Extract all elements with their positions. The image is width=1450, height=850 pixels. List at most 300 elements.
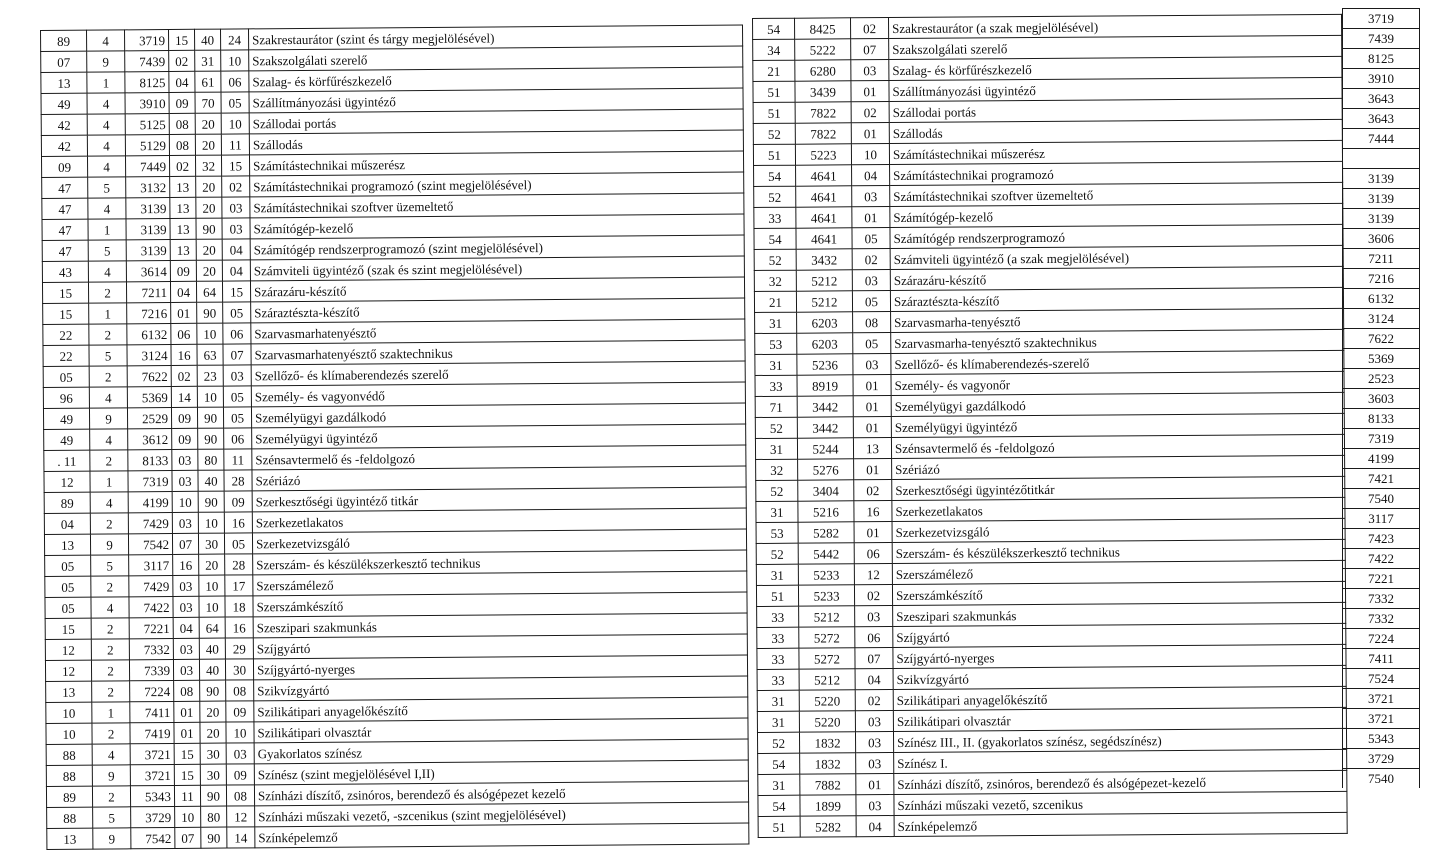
left-group-c-cell: 15 (221, 155, 249, 176)
right-level-cell: 21 (754, 291, 796, 312)
left-occupation-name-cell: Szerszám- és készülékszerkesztő technikus (253, 550, 747, 575)
right-occupation-name-cell: Szíjgyártó (893, 623, 1346, 647)
left-occupation-name-cell: Szénsavtermelő és -feldolgozó (252, 445, 746, 470)
left-group-a-cell: 13 (170, 197, 196, 218)
code-row (1343, 149, 1420, 169)
right-number-cell: 06 (855, 627, 893, 648)
right-occupation-name-cell: Szállodai portás (889, 98, 1342, 122)
left-feor-code-cell: 7542 (131, 827, 175, 848)
left-code-a-cell: 49 (41, 93, 87, 114)
right-feor-code-cell: 5233 (798, 585, 854, 606)
left-feor-code-cell: 3721 (130, 743, 174, 764)
left-feor-code-cell: 7542 (128, 533, 172, 554)
right-feor-code-cell: 8425 (795, 18, 851, 39)
right-number-cell: 02 (851, 18, 889, 39)
left-occupation-name-cell: Száraztészta-készítő (251, 298, 745, 323)
left-group-c-cell: 03 (222, 218, 250, 239)
code-row (1343, 649, 1420, 669)
left-occupation-name-cell: Szikvízgyártó (254, 676, 748, 701)
left-group-b-cell: 63 (197, 344, 223, 365)
left-code-a-cell: 49 (43, 408, 89, 429)
right-number-cell: 13 (853, 438, 891, 459)
left-group-b-cell: 64 (199, 617, 225, 638)
right-feor-code-cell: 5282 (800, 816, 856, 837)
right-feor-code-cell: 5212 (796, 270, 852, 291)
right-level-cell: 31 (755, 312, 797, 333)
left-feor-code-cell: 3124 (127, 344, 171, 365)
right-level-cell: 52 (753, 123, 795, 144)
left-feor-code-cell: 3614 (126, 260, 170, 281)
code-cell: 8125 (1343, 49, 1420, 69)
left-code-b-cell: 2 (88, 282, 126, 303)
right-level-cell: 51 (753, 144, 795, 165)
right-occupation-name-cell: Szíjgyártó-nyerges (893, 644, 1346, 668)
right-level-cell: 52 (755, 417, 797, 438)
code-cell: 7221 (1343, 569, 1420, 589)
left-occupation-name-cell: Számítógép rendszerprogramozó (szint megjelölésével) (250, 235, 744, 260)
right-occupation-name-cell: Számítógép rendszerprogramozó (890, 224, 1343, 248)
code-cell: 7421 (1343, 469, 1420, 489)
left-code-b-cell: 4 (87, 156, 125, 177)
code-row (1343, 709, 1420, 729)
right-feor-code-cell: 3432 (796, 249, 852, 270)
right-feor-code-cell: 4641 (796, 207, 852, 228)
right-number-cell: 05 (852, 291, 890, 312)
left-group-c-cell: 03 (223, 365, 251, 386)
left-code-a-cell: 07 (41, 51, 87, 72)
right-number-cell: 01 (854, 522, 892, 543)
left-group-c-cell: 11 (224, 449, 252, 470)
code-row (1343, 309, 1420, 329)
right-level-cell: 33 (757, 669, 799, 690)
left-code-b-cell: 2 (90, 513, 128, 534)
left-occupation-name-cell: Személyügyi ügyintéző (252, 424, 746, 449)
code-cell: 7216 (1343, 269, 1420, 289)
left-group-b-cell: 80 (201, 806, 227, 827)
left-group-c-cell: 02 (222, 176, 250, 197)
right-occupation-name-cell: Személyügyi gazdálkodó (891, 392, 1344, 416)
code-row (1343, 169, 1420, 189)
left-group-a-cell: 13 (170, 176, 196, 197)
code-row (1343, 589, 1420, 609)
left-group-c-cell: 06 (224, 428, 252, 449)
left-code-b-cell: 2 (92, 786, 130, 807)
right-level-cell: 54 (758, 753, 800, 774)
left-group-a-cell: 03 (172, 470, 198, 491)
code-row (1343, 89, 1420, 109)
left-group-c-cell: 07 (223, 344, 251, 365)
right-level-cell: 51 (756, 585, 798, 606)
left-group-a-cell: 15 (168, 29, 194, 50)
right-number-cell: 03 (855, 711, 893, 732)
right-occupation-name-cell: Szeszipari szakmunkás (893, 602, 1346, 626)
left-group-b-cell: 20 (196, 239, 222, 260)
right-occupation-name-cell: Számítástechnikai szoftver üzemeltető (890, 182, 1343, 206)
right-occupation-name-cell: Számítógép-kezelő (890, 203, 1343, 227)
code-cell: 5343 (1343, 729, 1420, 749)
left-group-a-cell: 02 (169, 50, 195, 71)
code-cell: 3139 (1343, 169, 1420, 189)
right-feor-code-cell: 5236 (797, 354, 853, 375)
left-code-b-cell: 5 (91, 555, 129, 576)
code-cell: 3721 (1343, 709, 1420, 729)
left-code-b-cell: 4 (90, 492, 128, 513)
code-row (1343, 769, 1420, 789)
code-cell: 3139 (1343, 209, 1420, 229)
left-code-b-cell: 4 (87, 30, 125, 51)
left-code-b-cell: 9 (87, 51, 125, 72)
right-number-cell: 03 (856, 753, 894, 774)
code-row (1343, 29, 1420, 49)
left-feor-code-cell: 3729 (131, 806, 175, 827)
code-cell: 3606 (1343, 229, 1420, 249)
left-group-a-cell: 16 (173, 554, 199, 575)
right-feor-code-cell: 4641 (796, 165, 852, 186)
left-group-b-cell: 20 (196, 260, 222, 281)
left-occupation-name-cell: Szerkezetvizsgáló (252, 529, 746, 554)
right-occupation-name-cell: Szénsavtermelő és -feldolgozó (891, 434, 1344, 458)
left-group-a-cell: 10 (172, 491, 198, 512)
left-group-b-cell: 40 (199, 659, 225, 680)
right-level-cell: 54 (753, 18, 795, 39)
left-code-a-cell: 12 (45, 639, 91, 660)
left-feor-code-cell: 7419 (130, 722, 174, 743)
left-group-a-cell: 08 (169, 113, 195, 134)
code-cell: 3721 (1343, 689, 1420, 709)
right-occupation-name-cell: Személy- és vagyonőr (891, 371, 1344, 395)
code-cell: 7444 (1343, 129, 1420, 149)
table-row (47, 823, 749, 850)
code-cell: 7540 (1343, 769, 1420, 789)
left-code-a-cell: 15 (43, 303, 89, 324)
left-code-b-cell: 5 (89, 345, 127, 366)
left-group-b-cell: 10 (197, 386, 223, 407)
right-level-cell: 21 (753, 60, 795, 81)
code-row (1343, 349, 1420, 369)
left-code-a-cell: 89 (41, 30, 87, 51)
right-occupation-name-cell: Szállítmányozási ügyintéző (889, 77, 1342, 101)
right-occupation-name-cell: Szériázó (892, 455, 1345, 479)
left-occupation-name-cell: Szilikátipari olvasztár (254, 718, 748, 743)
code-cell: 3643 (1343, 89, 1420, 109)
right-level-cell: 34 (753, 39, 795, 60)
left-group-b-cell: 31 (195, 50, 221, 71)
right-number-cell: 03 (852, 186, 890, 207)
code-row (1343, 549, 1420, 569)
code-cell: 7622 (1343, 329, 1420, 349)
right-level-cell: 53 (756, 522, 798, 543)
left-code-b-cell: 2 (89, 366, 127, 387)
code-row (1343, 409, 1420, 429)
right-number-cell: 06 (854, 543, 892, 564)
left-group-b-cell: 20 (196, 197, 222, 218)
left-group-b-cell: 10 (199, 575, 225, 596)
left-occupation-name-cell: Színházi műszaki vezető, -szcenikus (szint megjelölésével) (255, 802, 749, 827)
right-occupation-name-cell: Színész I. (894, 749, 1347, 773)
code-cell: 3603 (1343, 389, 1420, 409)
left-code-a-cell: 43 (42, 261, 88, 282)
left-group-b-cell: 20 (196, 176, 222, 197)
code-cell: 2523 (1343, 369, 1420, 389)
left-group-a-cell: 03 (173, 659, 199, 680)
right-feor-code-cell: 1899 (800, 795, 856, 816)
left-feor-code-cell: 3117 (129, 554, 173, 575)
left-group-b-cell: 90 (198, 491, 224, 512)
left-code-b-cell: 1 (88, 219, 126, 240)
left-group-c-cell: 06 (223, 323, 251, 344)
left-occupation-name-cell: Szilikátipari anyagelőkészítő (254, 697, 748, 722)
left-occupation-name-cell: Gyakorlatos színész (254, 739, 748, 764)
code-cell (1343, 149, 1420, 169)
left-code-b-cell: 1 (87, 72, 125, 93)
left-code-b-cell: 4 (88, 261, 126, 282)
code-cell: 4199 (1343, 449, 1420, 469)
left-group-a-cell: 13 (170, 239, 196, 260)
left-occupation-name-cell: Számítástechnikai szoftver üzemeltető (250, 193, 744, 218)
left-occupation-name-cell: Szalag- és körfűrészkezelő (249, 67, 743, 92)
left-group-a-cell: 09 (169, 92, 195, 113)
right-occupation-name-cell: Szerkesztőségi ügyintézőtitkár (892, 476, 1345, 500)
right-occupation-name-cell: Számítástechnikai programozó (890, 161, 1343, 185)
right-feor-code-cell: 3404 (798, 480, 854, 501)
right-number-cell: 03 (855, 606, 893, 627)
left-code-a-cell: 47 (42, 219, 88, 240)
left-code-a-cell: 42 (41, 114, 87, 135)
left-feor-code-cell: 7429 (129, 575, 173, 596)
left-feor-code-cell: 7422 (129, 596, 173, 617)
left-group-a-cell: 04 (169, 71, 195, 92)
left-occupation-name-cell: Szakrestaurátor (szint és tárgy megjelölésével) (248, 25, 742, 50)
right-feor-code-cell: 5276 (798, 459, 854, 480)
left-code-b-cell: 2 (92, 681, 130, 702)
left-group-c-cell: 18 (225, 596, 253, 617)
right-number-cell: 10 (851, 144, 889, 165)
left-code-b-cell: 4 (88, 198, 126, 219)
code-cell: 5369 (1343, 349, 1420, 369)
code-row (1343, 629, 1420, 649)
left-code-a-cell: 05 (45, 597, 91, 618)
left-code-b-cell: 9 (89, 408, 127, 429)
right-feor-code-cell: 5282 (798, 522, 854, 543)
left-feor-code-cell: 7622 (127, 365, 171, 386)
code-row (1343, 109, 1420, 129)
left-group-a-cell: 01 (174, 701, 200, 722)
left-code-b-cell: 5 (88, 240, 126, 261)
left-code-b-cell: 1 (92, 702, 130, 723)
left-code-b-cell: 2 (91, 660, 129, 681)
left-occupation-name-cell: Szárazáru-készítő (250, 277, 744, 302)
left-group-b-cell: 20 (200, 722, 226, 743)
code-cell: 3139 (1343, 189, 1420, 209)
left-code-a-cell: 89 (46, 786, 92, 807)
right-level-cell: 51 (758, 816, 800, 837)
right-level-cell: 53 (755, 333, 797, 354)
left-code-a-cell: 47 (42, 177, 88, 198)
left-group-b-cell: 30 (200, 743, 226, 764)
left-group-c-cell: 04 (222, 239, 250, 260)
left-feor-code-cell: 5125 (125, 113, 169, 134)
left-group-a-cell: 11 (174, 785, 200, 806)
right-number-cell: 02 (855, 690, 893, 711)
left-feor-code-cell: 7332 (129, 638, 173, 659)
right-feor-code-cell: 5212 (796, 291, 852, 312)
left-occupation-name-cell: Személy- és vagyonvédő (251, 382, 745, 407)
right-number-cell: 08 (853, 312, 891, 333)
code-row (1343, 469, 1420, 489)
code-row (1343, 269, 1420, 289)
left-group-b-cell: 30 (198, 533, 224, 554)
right-level-cell: 31 (758, 774, 800, 795)
right-level-cell: 52 (756, 543, 798, 564)
left-occupation-name-cell: Szériázó (252, 466, 746, 491)
right-level-cell: 31 (755, 354, 797, 375)
right-occupation-name-cell: Szilikátipari anyagelőkészítő (893, 686, 1346, 710)
left-occupation-name-cell: Szerszámélező (253, 571, 747, 596)
right-level-cell: 52 (757, 732, 799, 753)
right-number-cell: 01 (851, 81, 889, 102)
right-level-cell: 33 (755, 375, 797, 396)
code-row (1343, 189, 1420, 209)
left-code-a-cell: 96 (43, 387, 89, 408)
left-code-b-cell: 9 (93, 828, 131, 849)
left-group-c-cell: 12 (227, 806, 255, 827)
right-occupation-name-cell: Szerszámélező (892, 560, 1345, 584)
left-group-a-cell: 03 (172, 449, 198, 470)
left-group-b-cell: 90 (197, 407, 223, 428)
left-code-a-cell: . 11 (44, 450, 90, 471)
left-feor-code-cell: 7224 (130, 680, 174, 701)
left-occupation-name-cell: Színházi díszítő, zsinóros, berendező és alsógépezet kezelő (254, 781, 748, 806)
left-group-a-cell: 13 (170, 218, 196, 239)
left-group-b-cell: 20 (195, 113, 221, 134)
left-group-b-cell: 90 (197, 302, 223, 323)
left-occupation-name-cell: Szeszipari szakmunkás (253, 613, 747, 638)
left-code-b-cell: 5 (88, 177, 126, 198)
code-cell: 8133 (1343, 409, 1420, 429)
left-group-b-cell: 90 (200, 680, 226, 701)
right-level-cell: 31 (756, 501, 798, 522)
left-group-c-cell: 05 (223, 407, 251, 428)
code-cell: 7319 (1343, 429, 1420, 449)
left-occupation-name-cell: Számítástechnikai műszerész (249, 151, 743, 176)
left-group-a-cell: 04 (173, 617, 199, 638)
left-code-a-cell: 04 (44, 513, 90, 534)
left-occupation-name-cell: Szállodás (249, 130, 743, 155)
left-code-b-cell: 4 (87, 93, 125, 114)
left-group-a-cell: 06 (171, 323, 197, 344)
left-group-c-cell: 30 (225, 659, 253, 680)
right-occupation-name-cell: Szerkezetvizsgáló (892, 518, 1345, 542)
left-group-c-cell: 09 (226, 764, 254, 785)
left-group-c-cell: 11 (221, 134, 249, 155)
left-group-b-cell: 10 (197, 323, 223, 344)
left-group-c-cell: 17 (225, 575, 253, 596)
left-code-a-cell: 10 (46, 723, 92, 744)
left-code-a-cell: 13 (47, 828, 93, 849)
right-feor-code-cell: 5212 (799, 606, 855, 627)
right-number-cell: 01 (853, 417, 891, 438)
left-group-b-cell: 70 (195, 92, 221, 113)
left-group-a-cell: 08 (174, 680, 200, 701)
left-group-c-cell: 16 (225, 617, 253, 638)
code-row (1343, 389, 1420, 409)
left-feor-code-cell: 3132 (126, 176, 170, 197)
left-group-a-cell: 15 (174, 764, 200, 785)
right-number-cell: 04 (855, 669, 893, 690)
left-occupation-name-cell: Szarvasmarhatenyésztő (251, 319, 745, 344)
right-level-cell: 31 (756, 564, 798, 585)
left-code-b-cell: 4 (92, 744, 130, 765)
right-occupation-name-cell: Szakrestaurátor (a szak megjelölésével) (889, 14, 1342, 38)
left-occupation-name-cell: Szakszolgálati szerelő (249, 46, 743, 71)
left-occupation-name-cell: Szellőző- és klímaberendezés szerelő (251, 361, 745, 386)
code-cell: 3117 (1343, 509, 1420, 529)
left-group-b-cell: 40 (194, 29, 220, 50)
right-occupation-name-cell: Színképelemző (894, 812, 1347, 836)
left-code-b-cell: 9 (92, 765, 130, 786)
left-feor-code-cell: 7339 (129, 659, 173, 680)
right-feor-code-cell: 5244 (797, 438, 853, 459)
right-feor-code-cell: 5223 (795, 144, 851, 165)
code-cell: 7224 (1343, 629, 1420, 649)
right-number-cell: 02 (854, 480, 892, 501)
right-feor-code-cell: 3439 (795, 81, 851, 102)
right-feor-code-cell: 1832 (800, 753, 856, 774)
left-group-c-cell: 16 (224, 512, 252, 533)
code-row (1343, 689, 1420, 709)
right-occupation-name-cell: Színész III., II. (gyakorlatos színész, segédszínész) (893, 728, 1346, 752)
code-row (1343, 609, 1420, 629)
right-occupation-table (752, 14, 1348, 838)
left-group-b-cell: 20 (195, 134, 221, 155)
left-code-a-cell: 47 (42, 240, 88, 261)
left-group-c-cell: 29 (225, 638, 253, 659)
right-occupation-name-cell: Színházi díszítő, zsinóros, berendező és alsógépezet-kezelő (894, 770, 1347, 794)
left-code-b-cell: 5 (93, 807, 131, 828)
left-occupation-name-cell: Színképelemző (255, 823, 749, 848)
right-feor-code-cell: 5222 (795, 39, 851, 60)
code-cell: 7332 (1343, 589, 1420, 609)
left-group-a-cell: 03 (173, 575, 199, 596)
right-feor-code-cell: 8919 (797, 375, 853, 396)
left-code-a-cell: 22 (43, 345, 89, 366)
left-group-b-cell: 23 (197, 365, 223, 386)
right-number-cell: 03 (855, 732, 893, 753)
left-group-b-cell: 20 (199, 554, 225, 575)
left-group-c-cell: 14 (227, 827, 255, 848)
right-occupation-name-cell: Szárazáru-készítő (890, 266, 1343, 290)
left-feor-code-cell: 3719 (125, 29, 169, 50)
left-group-c-cell: 08 (226, 785, 254, 806)
left-occupation-name-cell: Számítógép-kezelő (250, 214, 744, 239)
right-feor-code-cell: 7882 (800, 774, 856, 795)
left-code-b-cell: 2 (90, 450, 128, 471)
right-level-cell: 31 (757, 690, 799, 711)
left-group-b-cell: 90 (201, 827, 227, 848)
code-cell: 3910 (1343, 69, 1420, 89)
code-cell: 7332 (1343, 609, 1420, 629)
left-group-c-cell: 09 (224, 491, 252, 512)
right-number-cell: 01 (853, 375, 891, 396)
right-feor-code-cell: 6203 (797, 333, 853, 354)
left-feor-code-cell: 7211 (126, 281, 170, 302)
left-feor-code-cell: 4199 (128, 491, 172, 512)
left-occupation-name-cell: Számítástechnikai programozó (szint megjelölésével) (250, 172, 744, 197)
left-group-a-cell: 09 (170, 260, 196, 281)
left-code-b-cell: 9 (90, 534, 128, 555)
right-feor-code-cell: 5272 (799, 648, 855, 669)
left-group-b-cell: 40 (198, 470, 224, 491)
